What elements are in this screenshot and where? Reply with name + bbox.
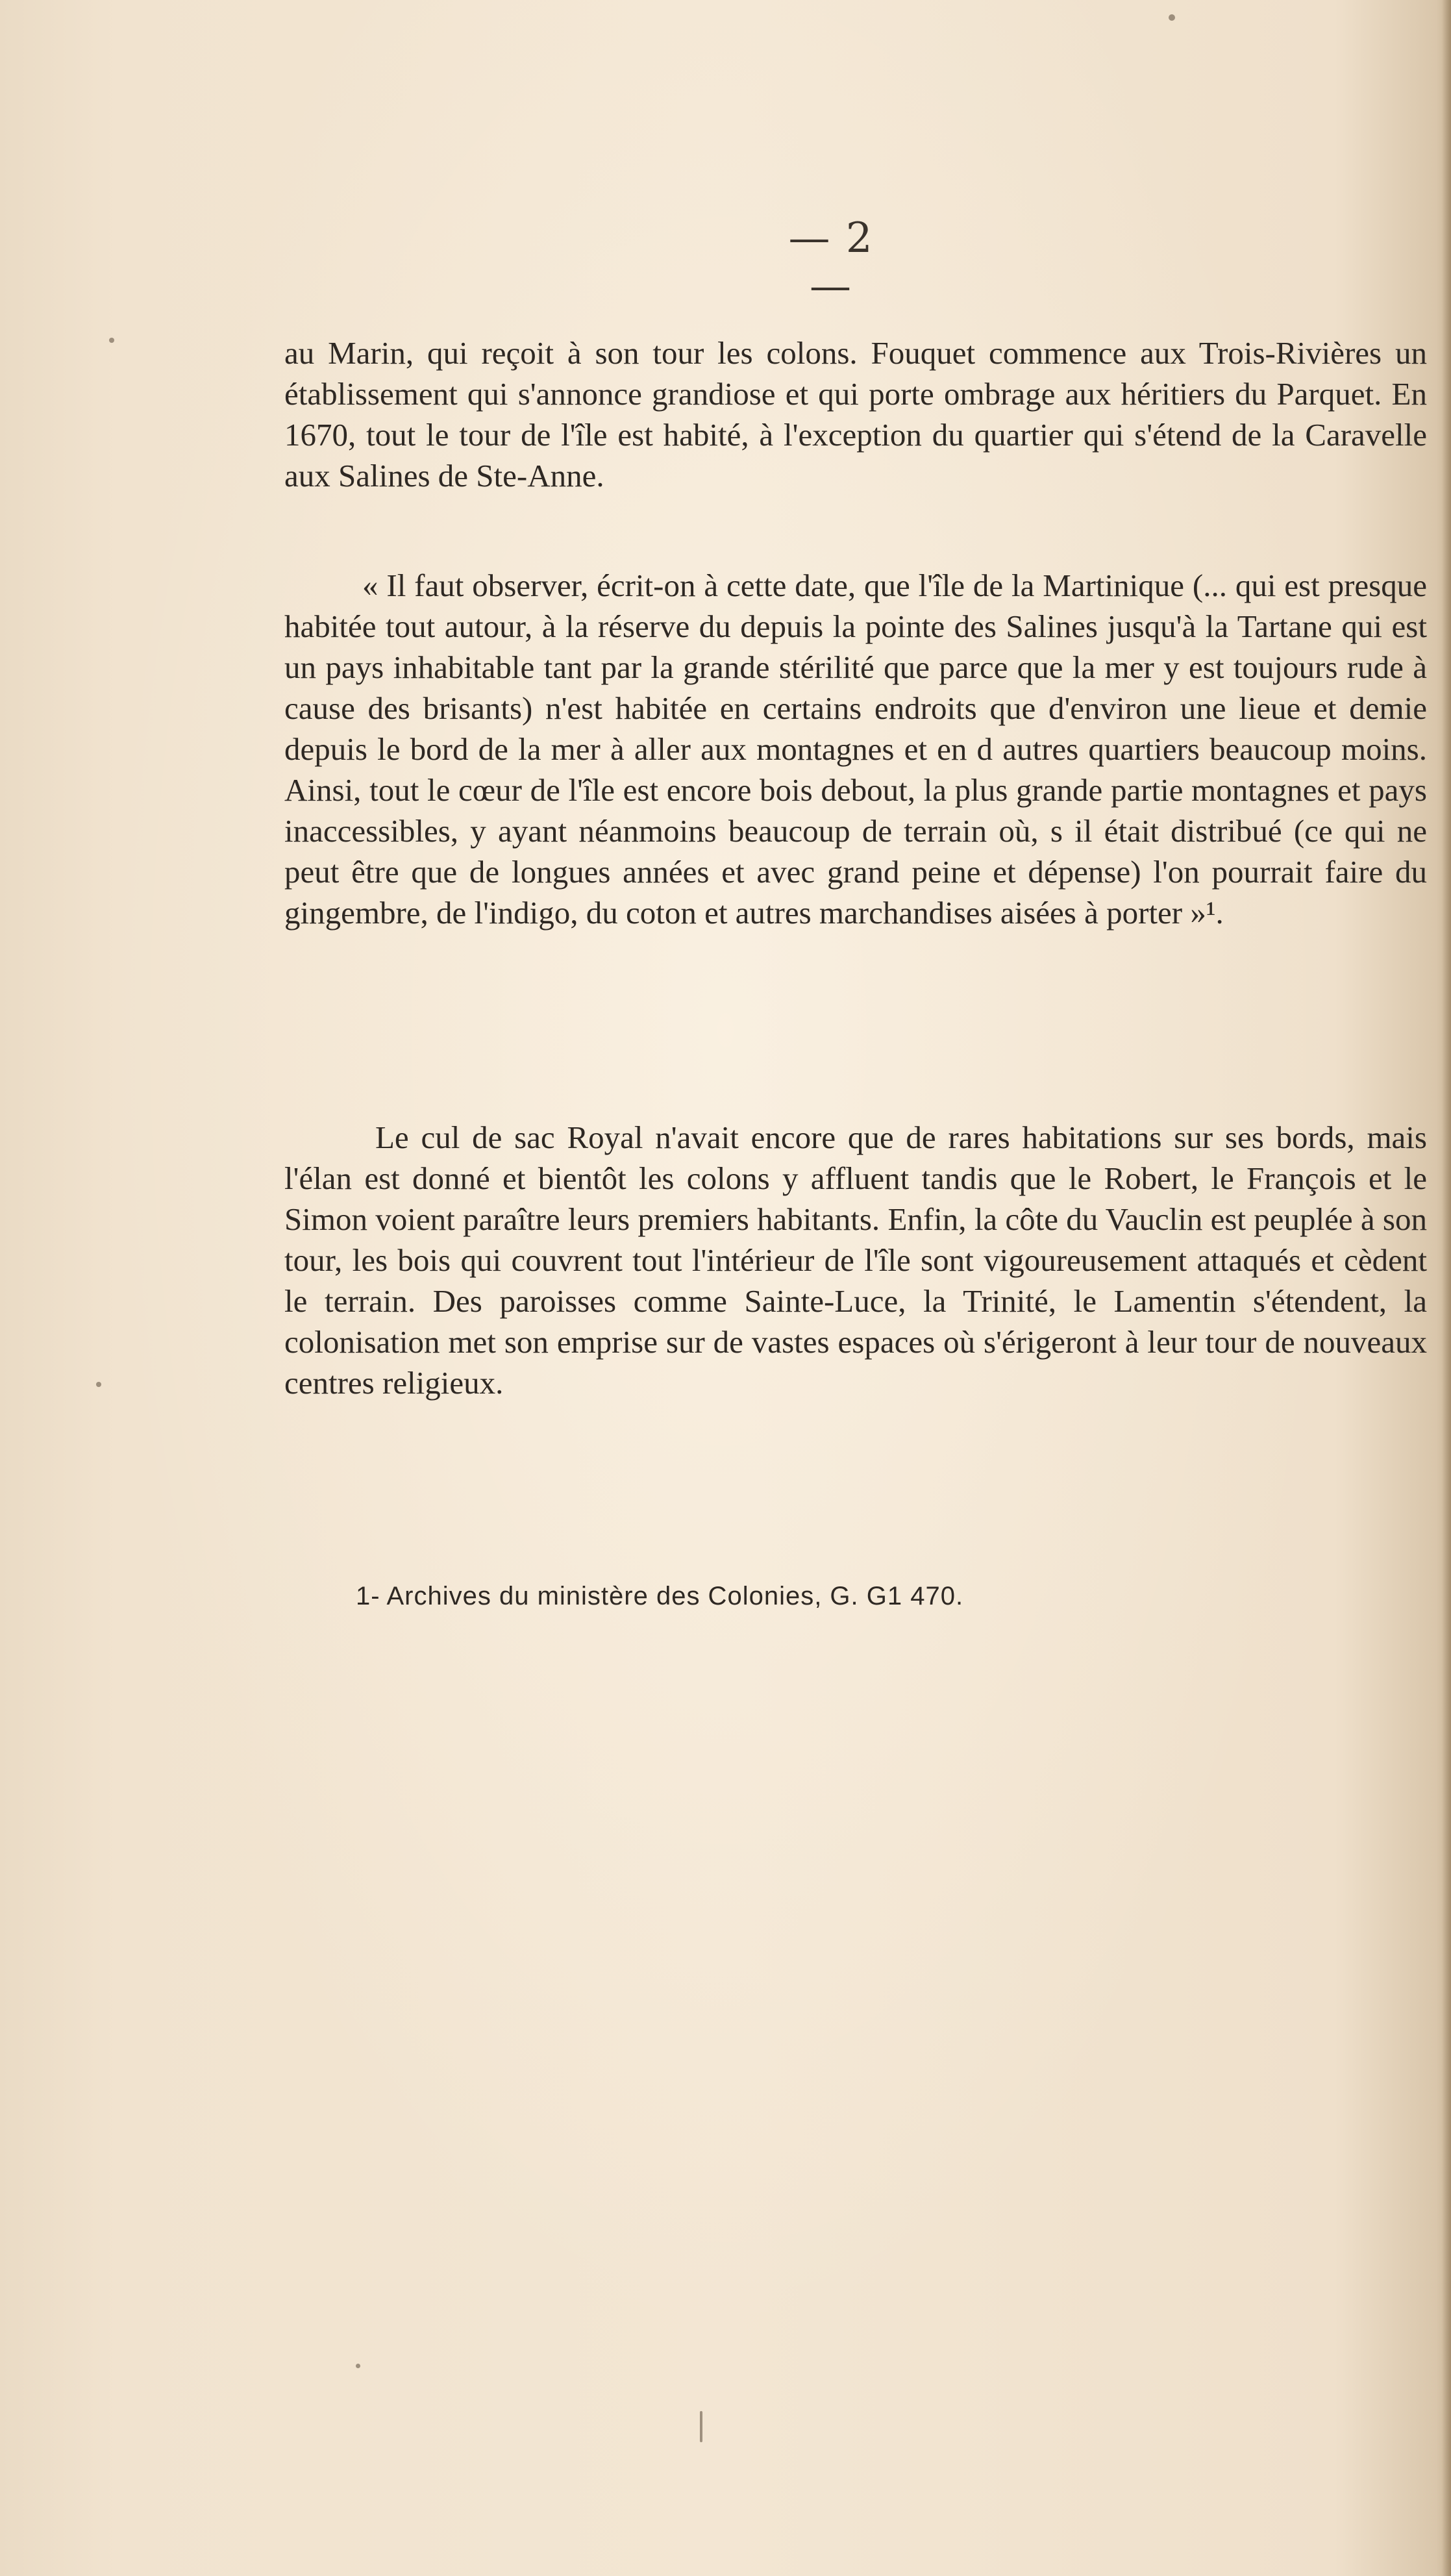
paragraph-1: au Marin, qui reçoit à son tour les colons. Fouquet commence aux Trois-Rivières un établissement qui s'annonce grandiose et qui porte ombrage aux héritiers du Parquet. En 1670, tout le tour de l'île est habité, à l'exception du quartier qui s'étend de la Caravelle aux Salines de Ste-Anne. — [284, 335, 1427, 494]
paper-speck — [1169, 14, 1175, 21]
paper-speck — [109, 338, 114, 343]
paper-speck — [700, 2411, 702, 2442]
page-number: — 2 — — [788, 214, 874, 310]
paragraph-3: Le cul de sac Royal n'avait encore que de rares habitations sur ses bords, mais l'élan est donné et bientôt les colons y affluent tandis que le Robert, le François et le Simon voient paraître leurs premiers habitants. Enfin, la côte du Vauclin est peuplée à son tour, les bois qui couvrent tout l'intérieur de l'île sont vigoureusement attaqués et cèdent le terrain. Des paroisses comme Sainte-Luce, la Trinité, le Lamentin s'étendent, la colonisation met son emprise sur de vastes espaces où s'érigeront à leur tour de nouveaux centres religieux. — [284, 1119, 1427, 1401]
paper-speck — [96, 1382, 101, 1387]
paper-speck — [356, 2364, 360, 2368]
footnote: 1- Archives du ministère des Colonies, G. G1 470. — [356, 1582, 964, 1610]
page-edge-shadow — [1442, 0, 1451, 2576]
paragraph-2-quotation: « Il faut observer, écrit-on à cette date, que l'île de la Martinique (... qui est presque habitée tout autour, à la réserve du depuis la pointe des Salines jusqu'à la Tartane qui est un pays inhabitable tant par la grande stérilité que parce que la mer y est toujours rude à cause des brisants) n'est habitée en certains endroits que d'environ une lieue et demie depuis le bord de la mer à aller aux montagnes et en d autres quartiers beaucoup moins. Ainsi, tout le cœur de l'île est encore bois debout, la plus grande partie montagnes et pays inaccessibles, y ayant néanmoins beaucoup de terrain où, s il était distribué (ce qui ne peut être que de longues années et avec grand peine et dépense) l'on pourrait faire du gingembre, de l'indigo, du coton et autres marchandises aisées à porter »¹. — [284, 568, 1427, 931]
